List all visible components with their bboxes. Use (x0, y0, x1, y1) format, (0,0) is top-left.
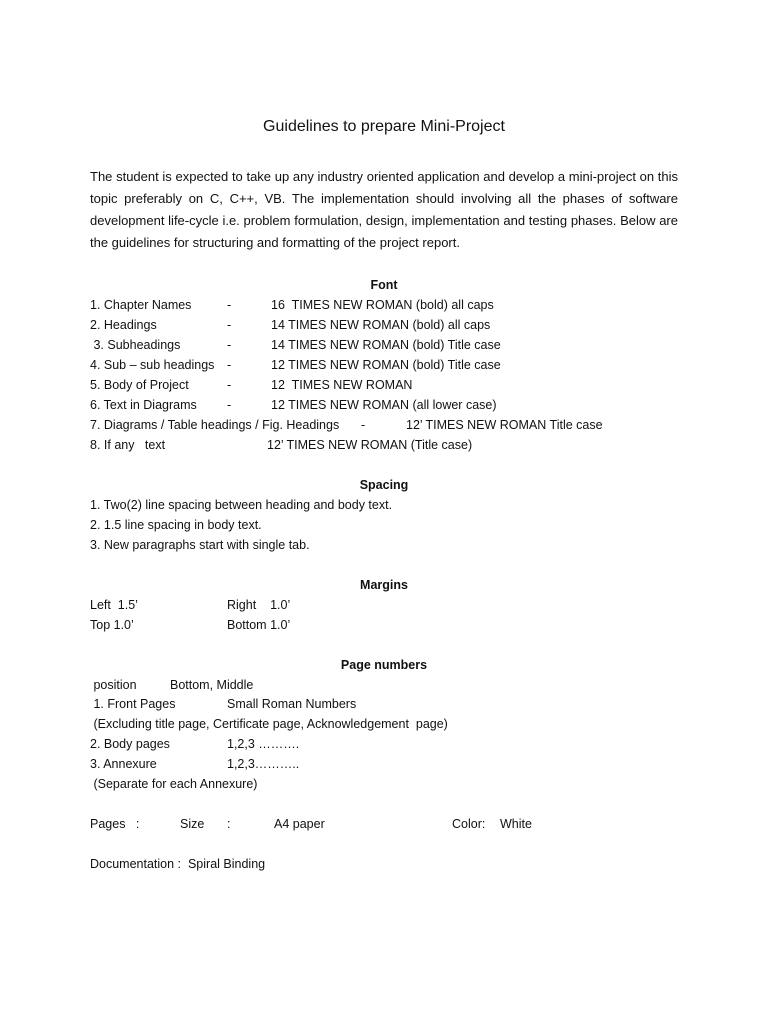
body-pages-value: 1,2,3 ………. (227, 737, 300, 751)
font-row-label: 3. Subheadings (90, 338, 181, 352)
page-numbers-heading: Page numbers (340, 658, 428, 672)
font-row-value: 12 TIMES NEW ROMAN (all lower case) (271, 398, 497, 412)
font-row-dash: - (227, 298, 232, 312)
size-label: Size (180, 817, 205, 831)
position-label: position (90, 678, 137, 692)
font-row-value: 16 TIMES NEW ROMAN (bold) all caps (271, 298, 494, 312)
body-pages-label: 2. Body pages (90, 737, 170, 751)
spacing-item: 2. 1.5 line spacing in body text. (90, 518, 262, 532)
font-row-dash: - (227, 398, 232, 412)
font-row-label: 6. Text in Diagrams (90, 398, 197, 412)
font-row-label: 1. Chapter Names (90, 298, 192, 312)
margin-left: Left 1.5’ (90, 598, 138, 612)
font-row-label: 7. Diagrams / Table headings / Fig. Headings (90, 418, 340, 432)
font-row-value: 12 TIMES NEW ROMAN (271, 378, 413, 392)
font-row-dash: - (227, 358, 232, 372)
font-row-value: 12’ TIMES NEW ROMAN Title case (406, 418, 603, 432)
excluding-note: (Excluding title page, Certificate page, Acknowledgement page) (90, 717, 448, 731)
margin-bottom: Bottom 1.0’ (227, 618, 291, 632)
spacing-item: 1. Two(2) line spacing between heading and body text. (90, 498, 393, 512)
font-row-dash: - (227, 378, 232, 392)
front-pages-label: 1. Front Pages (90, 697, 176, 711)
size-value: A4 paper (274, 817, 325, 831)
font-row-value: 14 TIMES NEW ROMAN (bold) Title case (271, 338, 501, 352)
color-label: Color: (452, 817, 486, 831)
margin-top: Top 1.0’ (90, 618, 134, 632)
font-heading: Font (370, 278, 398, 292)
front-pages-value: Small Roman Numbers (227, 697, 357, 711)
spacing-item: 3. New paragraphs start with single tab. (90, 538, 310, 552)
size-colon: : (227, 817, 231, 831)
margins-heading: Margins (360, 578, 408, 592)
font-row-label: 4. Sub – sub headings (90, 358, 215, 372)
pages-label: Pages : (90, 817, 140, 831)
font-row-dash: - (227, 318, 232, 332)
font-row-label: 5. Body of Project (90, 378, 189, 392)
font-row-dash: - (227, 338, 232, 352)
annexure-value: 1,2,3……….. (227, 757, 300, 771)
page-title: Guidelines to prepare Mini-Project (263, 118, 505, 135)
font-row-dash: - (361, 418, 366, 432)
documentation-line: Documentation : Spiral Binding (90, 857, 266, 871)
margin-right: Right 1.0’ (227, 598, 291, 612)
color-value: White (500, 817, 532, 831)
font-row-value: 14 TIMES NEW ROMAN (bold) all caps (271, 318, 491, 332)
spacing-heading: Spacing (359, 478, 409, 492)
annexure-label: 3. Annexure (90, 757, 157, 771)
intro-paragraph: The student is expected to take up any industry oriented application and develop a mini-project on this topic preferably on C, C++, VB. The implementation should involving all the phases of software development life-cycle i.e. problem formulation, design, implementation and testing phases. Below are the guidelines for structuring and formatting of the project report. (90, 169, 678, 250)
position-value: Bottom, Middle (170, 678, 254, 692)
font-row-label: 2. Headings (90, 318, 157, 332)
font-row-label: 8. If any text (90, 438, 166, 452)
separate-note: (Separate for each Annexure) (90, 777, 258, 791)
font-row-value: 12’ TIMES NEW ROMAN (Title case) (267, 438, 473, 452)
font-row-value: 12 TIMES NEW ROMAN (bold) Title case (271, 358, 501, 372)
